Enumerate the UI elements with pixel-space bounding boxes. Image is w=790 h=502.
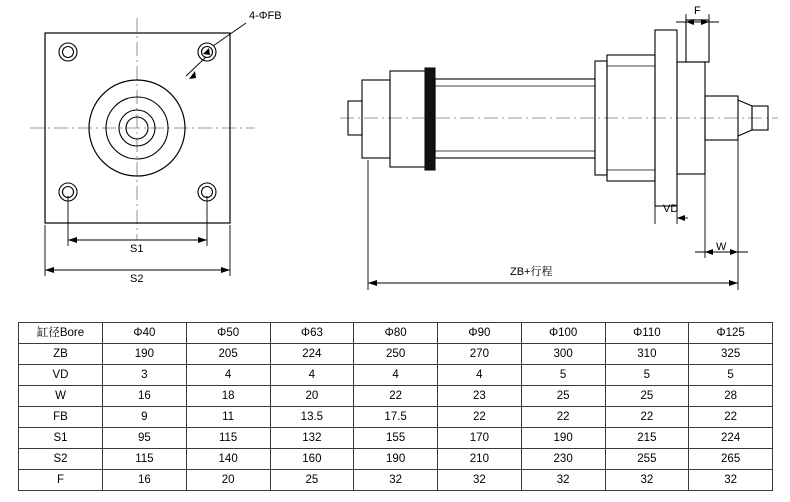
cell-bore-2: Φ50 [186,323,270,344]
table-row [19,407,773,428]
cell-fb-4: 17.5 [354,407,438,428]
cell-f-6: 32 [521,470,605,491]
cell-fb-5: 22 [438,407,522,428]
s1-dimension [68,196,207,246]
centerlines-front [30,18,255,240]
cell-bore-1: Φ40 [103,323,187,344]
zb-stroke-label: ZB+行程 [510,266,553,278]
cell-bore-4: Φ80 [354,323,438,344]
rear-head [362,80,390,158]
table-row [19,344,773,365]
cell-s1-1: 95 [103,428,187,449]
row-header-bore: 缸径Bore [19,323,103,344]
cell-vd-2: 4 [186,365,270,386]
row-header-w: W [19,386,103,407]
specification-table-container [18,322,773,491]
cell-zb-7: 310 [605,344,689,365]
cell-s2-6: 230 [521,449,605,470]
cell-s2-4: 190 [354,449,438,470]
cell-s1-6: 190 [521,428,605,449]
cell-s1-5: 170 [438,428,522,449]
w-dimension-label: W [716,241,727,253]
cell-s2-3: 160 [270,449,354,470]
row-header-f: F [19,470,103,491]
cell-w-6: 25 [521,386,605,407]
cell-f-5: 32 [438,470,522,491]
cell-s2-7: 255 [605,449,689,470]
row-header-zb: ZB [19,344,103,365]
cell-vd-8: 5 [689,365,773,386]
cell-fb-6: 22 [521,407,605,428]
cell-zb-1: 190 [103,344,187,365]
cell-w-8: 28 [689,386,773,407]
cell-w-4: 22 [354,386,438,407]
cell-s1-3: 132 [270,428,354,449]
rod-collar-top-stub [686,20,709,62]
cell-zb-5: 270 [438,344,522,365]
cell-f-2: 20 [186,470,270,491]
cell-vd-5: 4 [438,365,522,386]
table-row [19,365,773,386]
cell-bore-3: Φ63 [270,323,354,344]
specification-table [18,322,773,491]
cell-vd-7: 5 [605,365,689,386]
cell-f-3: 25 [270,470,354,491]
cell-s2-2: 140 [186,449,270,470]
mounting-holes [59,43,216,201]
zb-dimension [368,160,738,290]
cell-fb-7: 22 [605,407,689,428]
hole-callout-label: 4-ΦFB [249,10,282,22]
cell-zb-8: 325 [689,344,773,365]
cell-s1-8: 224 [689,428,773,449]
cell-w-3: 20 [270,386,354,407]
cell-bore-8: Φ125 [689,323,773,344]
cell-fb-8: 22 [689,407,773,428]
cell-fb-2: 11 [186,407,270,428]
cell-vd-4: 4 [354,365,438,386]
cell-bore-6: Φ100 [521,323,605,344]
cell-vd-1: 3 [103,365,187,386]
cell-fb-1: 9 [103,407,187,428]
cell-zb-4: 250 [354,344,438,365]
cell-s2-1: 115 [103,449,187,470]
cell-s2-5: 210 [438,449,522,470]
cell-vd-6: 5 [521,365,605,386]
cell-zb-2: 205 [186,344,270,365]
table-row [19,386,773,407]
cell-s1-7: 215 [605,428,689,449]
cell-f-8: 32 [689,470,773,491]
s1-dimension-label: S1 [130,243,144,255]
cell-zb-6: 300 [521,344,605,365]
cell-w-1: 16 [103,386,187,407]
cell-bore-7: Φ110 [605,323,689,344]
table-row [19,449,773,470]
f-dimension-label: F [694,5,701,17]
row-header-vd: VD [19,365,103,386]
cell-vd-3: 4 [270,365,354,386]
cell-bore-5: Φ90 [438,323,522,344]
cell-w-5: 23 [438,386,522,407]
mounting-flange-band [425,68,435,170]
row-header-s1: S1 [19,428,103,449]
cylinder-tube [435,79,595,158]
vd-dimension-label: VD [663,203,679,215]
cell-w-7: 25 [605,386,689,407]
cell-s1-4: 155 [354,428,438,449]
cell-s1-2: 115 [186,428,270,449]
cell-s2-8: 265 [689,449,773,470]
row-header-s2: S2 [19,449,103,470]
s2-dimension-label: S2 [130,273,144,285]
cell-f-4: 32 [354,470,438,491]
cell-fb-3: 13.5 [270,407,354,428]
table-row [19,323,773,344]
cell-f-7: 32 [605,470,689,491]
row-header-fb: FB [19,407,103,428]
cell-zb-3: 224 [270,344,354,365]
cell-w-2: 18 [186,386,270,407]
table-row [19,428,773,449]
cell-f-1: 16 [103,470,187,491]
table-row [19,470,773,491]
